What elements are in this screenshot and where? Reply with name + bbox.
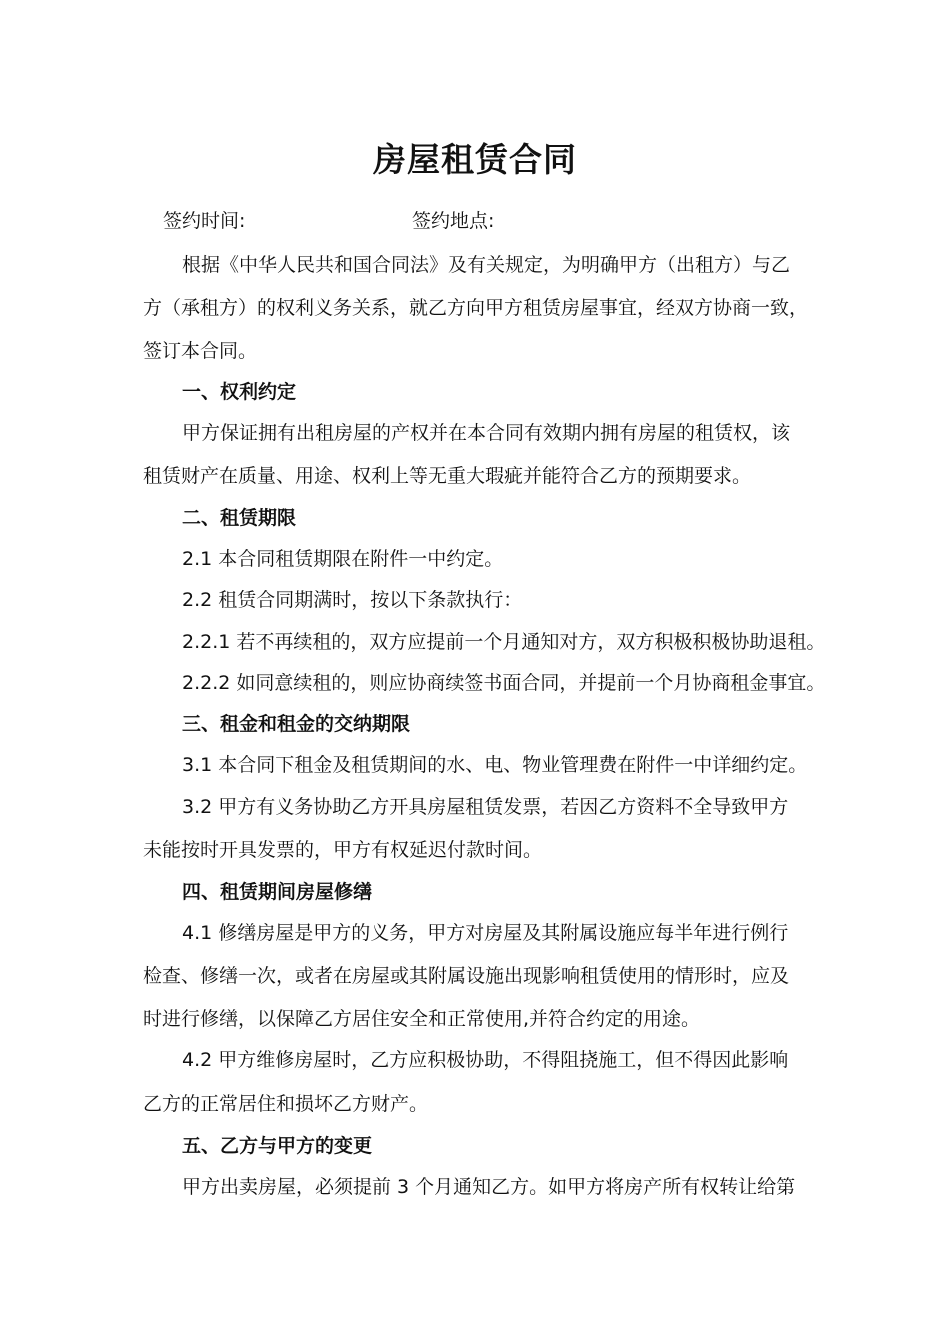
paragraph-line: 检查、修缮一次，或者在房屋或其附属设施出现影响租赁使用的情形时，应及 — [143, 965, 790, 987]
section-heading: 一、权利约定 — [182, 381, 297, 403]
clause-line: 4.1 修缮房屋是甲方的义务，甲方对房屋及其附属设施应每半年进行例行 — [182, 922, 789, 944]
paragraph-line: 乙方的正常居住和损坏乙方财产。 — [143, 1093, 429, 1115]
clause-line: 3.2 甲方有义务协助乙方开具房屋租赁发票，若因乙方资料不全导致甲方 — [182, 796, 789, 818]
clause-line: 2.2.2 如同意续租的，则应协商续签书面合同，并提前一个月协商租金事宜。 — [182, 672, 826, 694]
clause-line: 3.1 本合同下租金及租赁期间的水、电、物业管理费在附件一中详细约定。 — [182, 754, 808, 776]
section-heading: 四、租赁期间房屋修缮 — [182, 881, 373, 903]
paragraph-line: 签订本合同。 — [143, 340, 258, 362]
document-title: 房屋租赁合同 — [373, 140, 577, 179]
paragraph-line: 租赁财产在质量、用途、权利上等无重大瑕疵并能符合乙方的预期要求。 — [143, 465, 752, 487]
section-heading: 五、乙方与甲方的变更 — [182, 1135, 373, 1157]
paragraph-line: 方（承租方）的权利义务关系，就乙方向甲方租赁房屋事宜，经双方协商一致， — [143, 297, 809, 319]
paragraph-line: 未能按时开具发票的，甲方有权延迟付款时间。 — [143, 839, 543, 861]
section-heading: 二、租赁期限 — [182, 507, 297, 529]
paragraph-line: 根据《中华人民共和国合同法》及有关规定，为明确甲方（出租方）与乙 — [182, 254, 791, 276]
clause-line: 2.2.1 若不再续租的，双方应提前一个月通知对方，双方积极积极协助退租。 — [182, 631, 826, 653]
clause-line: 2.2 租赁合同期满时，按以下条款执行： — [182, 589, 523, 611]
section-heading: 三、租金和租金的交纳期限 — [182, 713, 411, 735]
sign-place-label: 签约地点: — [412, 210, 495, 232]
sign-time-label: 签约时间: — [163, 210, 246, 232]
paragraph-line: 甲方保证拥有出租房屋的产权并在本合同有效期内拥有房屋的租赁权，该 — [182, 422, 791, 444]
clause-line: 4.2 甲方维修房屋时，乙方应积极协助，不得阻挠施工，但不得因此影响 — [182, 1049, 789, 1071]
paragraph-line: 时进行修缮，以保障乙方居住安全和正常使用,并符合约定的用途。 — [143, 1008, 701, 1030]
clause-line: 2.1 本合同租赁期限在附件一中约定。 — [182, 548, 504, 570]
paragraph-line: 甲方出卖房屋，必须提前 3 个月通知乙方。如甲方将房产所有权转让给第 — [182, 1176, 796, 1198]
